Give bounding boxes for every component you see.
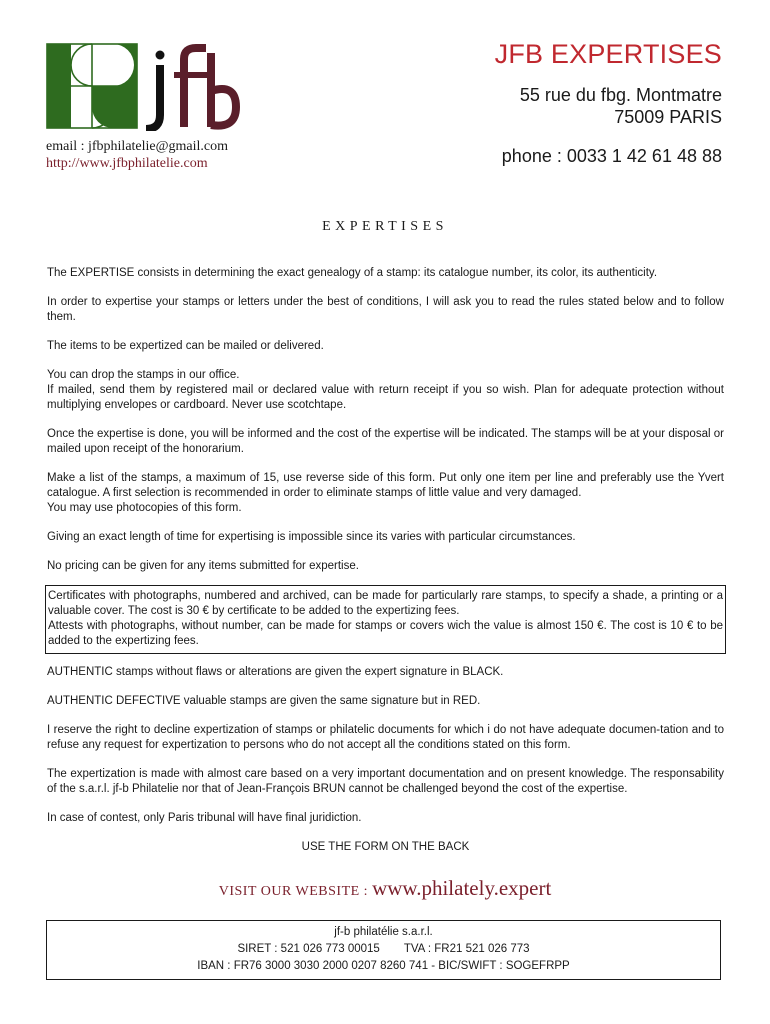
visit-label: VISIT OUR WEBSITE : — [218, 884, 373, 899]
form-notice: USE THE FORM ON THE BACK — [301, 841, 470, 853]
paragraph: The EXPERTISE consists in determining the exact genealogy of a stamp: its catalogue number, its color, its authenticity. — [47, 267, 658, 279]
paragraph-line: Make a list of the stamps, a maximum of 15, use reverse side of this form. Put only one item per line and preferably use the Yvert catalogue. A first selection is recommended in order to eliminate stamps of little value and very damaged. — [47, 472, 724, 499]
page-title: EXPERTISES — [322, 219, 448, 234]
contact-block — [46, 138, 228, 172]
footer-bank: IBAN : FR76 3000 3030 2000 0207 8260 741 - BIC/SWIFT : SOGEFRPP — [197, 960, 570, 972]
paragraph: Giving an exact length of time for expertising is impossible since its varies with particular circumstances. — [47, 531, 576, 543]
paragraph — [47, 471, 724, 516]
paragraph-line: If mailed, send them by registered mail or declared value with return receipt if you so wish. Plan for adequate protection without multiplying envelopes or cardboard. Never use scotchtape. — [47, 384, 724, 411]
footer-company: jf-b philatélie s.a.r.l. — [334, 926, 433, 938]
email-text: email : jfbphilatelie@gmail.com — [46, 139, 229, 154]
paragraph — [48, 589, 723, 649]
certificates-box — [45, 585, 726, 654]
paragraph-line: You may use photocopies of this form. — [47, 502, 242, 514]
website-link[interactable]: http://www.jfbphilatelie.com — [46, 156, 208, 171]
paragraph: In case of contest, only Paris tribunal will have final juridiction. — [47, 812, 362, 824]
footer-siret: SIRET : 521 026 773 00015 — [237, 943, 380, 955]
paragraph: I reserve the right to decline expertization of stamps or philatelic documents for which i do not have adequate documen-tation and to refuse any request for expertization to persons who do not accept all the conditions stated on this form. — [47, 724, 724, 751]
visit-website — [0, 876, 770, 901]
paragraph: In order to expertise your stamps or letters under the best of conditions, I will ask you to read the rules stated below and to follow them. — [47, 296, 724, 323]
company-name: JFB EXPERTISES — [494, 39, 722, 69]
paragraph: The expertization is made with almost care based on a very important documentation and on present knowledge. The responsability of the s.a.r.l. jf-b Philatelie nor that of Jean-François BRUN cannot be challenged beyond the cost of the expertise. — [47, 768, 724, 795]
paragraph: No pricing can be given for any items submitted for expertise. — [47, 560, 359, 572]
address — [495, 84, 722, 128]
jfb-logo — [46, 43, 241, 131]
visit-url-link[interactable]: www.philately.expert — [372, 876, 552, 900]
footer-box — [46, 920, 721, 980]
paragraph: AUTHENTIC DEFECTIVE valuable stamps are given the same signature but in RED. — [47, 695, 481, 707]
document-body — [47, 266, 724, 869]
paragraph: AUTHENTIC stamps without flaws or alterations are given the expert signature in BLACK. — [47, 666, 504, 678]
footer-registration — [47, 941, 720, 958]
paragraph: The items to be expertized can be mailed or delivered. — [47, 340, 324, 352]
address-line2: 75009 PARIS — [614, 107, 722, 127]
company-block — [495, 38, 722, 167]
phone-text: phone : 0033 1 42 61 48 88 — [501, 146, 722, 166]
address-line1: 55 rue du fbg. Montmatre — [519, 85, 722, 105]
footer-tva: TVA : FR21 521 026 773 — [403, 943, 530, 955]
paragraph-line: You can drop the stamps in our office. — [47, 369, 240, 381]
paragraph: Once the expertise is done, you will be informed and the cost of the expertise will be indicated. The stamps will be at your disposal or mailed upon receipt of the honorarium. — [47, 428, 724, 455]
paragraph — [47, 368, 724, 413]
box-line: Attests with photographs, without number, can be made for stamps or covers wich the value is almost 150 €. The cost is 10 € to be added to the expertizing fees. — [48, 620, 723, 647]
box-line: Certificates with photographs, numbered and archived, can be made for particularly rare stamps, to specify a shade, a printing or a valuable cover. The cost is 30 € by certificate to be added to the expertizing fees. — [48, 590, 723, 617]
